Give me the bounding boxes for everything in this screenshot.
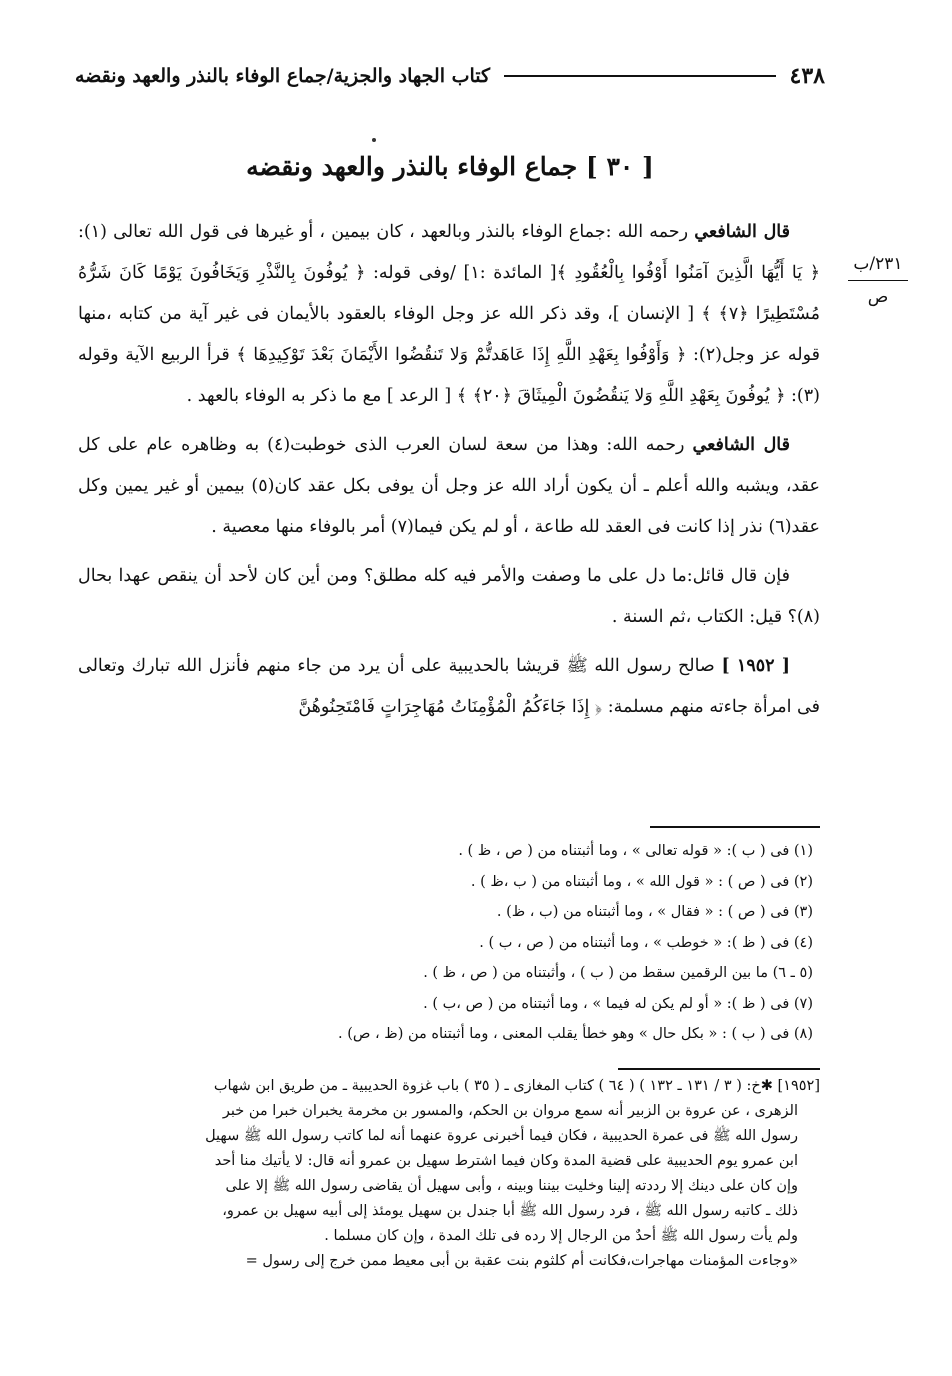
margin-note bbox=[848, 250, 908, 311]
takhrij-line: ابن عمرو يوم الحديبية على قضية المدة وكان فيما اشترط سهيل بن عمرو أنه قال: لا يأتيك منا أحد bbox=[214, 1153, 798, 1169]
margin-note-rule bbox=[848, 280, 908, 281]
paragraph-body: فإن قال قائل:ما دل على ما وصفت والأمر فيه كله مطلق؟ ومن أين كان لأحد أن ينقص عهدا بحال (٨)؟ قيل: الكتاب ،ثم السنة . bbox=[78, 566, 820, 627]
takhrij-line: ذلك ـ كاتبه رسول الله ﷺ ، فرد رسول الله ﷺ أبا جندل بن سهيل يومئذ إلى أبيه سهيل بن عمرو، bbox=[222, 1203, 798, 1219]
takhrij-line: رسول الله ﷺ فى عمرة الحديبية ، فكان فيما أخبرنى عروة عنهما أنه لما كاتب رسول الله ﷺ سهيل bbox=[205, 1128, 798, 1144]
paragraph bbox=[78, 212, 820, 417]
paragraph-lead: قال الشافعي bbox=[692, 435, 790, 455]
paragraph bbox=[78, 425, 820, 548]
takhrij-rule bbox=[618, 1068, 820, 1070]
footnote: (٨) فى ( ب ) : « بكل حال » وهو خطأ يقلب المعنى ، وما أثبتناه من (ظ ، ص) . bbox=[338, 1026, 813, 1042]
footnote: (٣) فى ( ص ) : « فقال » ، وما أثبتناه من (ب ، ظ) . bbox=[496, 904, 813, 920]
footnote: (١) فى ( ب ): « قوله تعالى » ، وما أثبتناه من ( ص ، ظ ) . bbox=[458, 843, 813, 859]
page-number: ٤٣٨ bbox=[789, 63, 825, 89]
page-header bbox=[75, 58, 825, 94]
paragraph bbox=[78, 556, 820, 638]
running-title: كتاب الجهاد والجزية/جماع الوفاء بالنذر والعهد ونقضه bbox=[75, 65, 491, 87]
takhrij-line: الزهرى ، عن عروة بن الزبير أنه سمع مروان بن الحكم، والمسور بن مخرمة يخبران خبرا من خبر bbox=[222, 1103, 798, 1119]
takhrij-line: ولم يأت رسول الله ﷺ أحدٌ من الرجال إلا رده فى تلك المدة ، وإن كان مسلما . bbox=[324, 1228, 798, 1244]
footnote: (٥ ـ ٦) ما بين الرقمين سقط من ( ب ) ، وأثبتناه من ( ص ، ظ ) . bbox=[423, 965, 813, 981]
footnotes bbox=[78, 836, 813, 1050]
footnote: (٤) فى ( ظ ): « خوطب » ، وما أثبتناه من ( ص ، ب ) . bbox=[479, 934, 813, 951]
takhrij-line: «وجاءت المؤمنات مهاجرات،فكانت أم كلثوم بنت عقبة بن أبى معيط ممن خرج إلى رسول = bbox=[245, 1253, 798, 1269]
footnote: (٧) فى ( ظ ): « أو لم يكن له فيما » ، وما أثبتناه من ( ص ،ب ) . bbox=[423, 995, 813, 1012]
chapter-title: [ ٣٠ ] جماع الوفاء بالنذر والعهد ونقضه bbox=[246, 152, 654, 181]
takhrij-line: وإن كان على دينك إلا رددته إلينا وخليت بيننا وبينه ، وأبى سهيل أن يقاضى رسول الله ﷺ إلا على bbox=[225, 1178, 798, 1194]
margin-note-folio: ٢٣١/ب bbox=[853, 254, 903, 274]
takhrij-line: [١٩٥٢] ✱خ: ( ٣ / ١٣١ ـ ١٣٢ ) ( ٦٤ ) كتاب المغازى ـ ( ٣٥ ) باب غزوة الحديبية ـ من طريق ابن شهاب bbox=[213, 1078, 820, 1094]
main-text bbox=[78, 212, 820, 736]
takhrij-notes bbox=[78, 1074, 820, 1274]
paragraph bbox=[78, 646, 820, 728]
margin-note-siglum: ص bbox=[867, 287, 889, 307]
ink-dot bbox=[372, 138, 376, 142]
paragraph-lead: [ ١٩٥٢ ] bbox=[721, 656, 791, 676]
paragraph-body: رحمه الله :جماع الوفاء بالنذر وبالعهد ، كان بيمين ، أو غيرها فى قول الله تعالى (١): ﴿ يَا أَيُّهَا الَّذِينَ آمَنُوا أَوْفُوا بِالْعُقُودِ ﴾[ المائدة :١] /وفى قوله: ﴿ يُوفُونَ بِالنَّذْرِ وَيَخَافُونَ يَوْمًا كَانَ شَرُّهُ مُسْتَطِيرًا ﴿٧﴾ ﴾ [ الإنسان ]، وقد ذكر الله عز وجل الوفاء بالعقود بالأيمان فى غير آية من كتابه ،منها قوله عز وجل(٢): ﴿ وَأَوْفُوا بِعَهْدِ اللَّهِ إِذَا عَاهَدتُّمْ وَلا تَنقُضُوا الأَيْمَانَ بَعْدَ تَوْكِيدِهَا ﴾ قرأ الربيع الآية وقوله (٣): ﴿ يُوفُونَ بِعَهْدِ اللَّهِ وَلا يَنقُضُونَ الْمِيثَاقَ ﴿٢٠﴾ ﴾ [ الرعد ] مع ما ذكر به الوفاء بالعهد . bbox=[78, 222, 820, 406]
paragraph-lead: قال الشافعي bbox=[694, 222, 790, 242]
paragraph-body: رحمه الله: وهذا من سعة لسان العرب الذى خوطبت(٤) به وظاهره عام على كل عقد، ويشبه والله أعلم ـ أن يكون أراد الله عز وجل أن يوفى بكل عقد كان(٥) بيمين أو غير يمين وكل عقد(٦) نذر إذا كانت فى العقد لله طاعة ، أو لم يكن فيما(٧) أمر بالوفاء منها معصية . bbox=[78, 435, 820, 537]
footnote: (٢) فى ( ص ) : « قول الله » ، وما أثبتناه من ( ب ،ظ ) . bbox=[470, 873, 813, 890]
footnote-rule bbox=[650, 826, 820, 828]
paragraph-body: صالح رسول الله ﷺ قريشا بالحديبية على أن يرد من جاء منهم فأنزل الله تبارك وتعالى فى امرأة جاءته منهم مسلمة: ﴿ إِذَا جَاءَكُمُ الْمُؤْمِنَاتُ مُهَاجِرَاتٍ فَامْتَحِنُوهُنَّ bbox=[78, 656, 820, 717]
header-rule bbox=[504, 75, 775, 77]
